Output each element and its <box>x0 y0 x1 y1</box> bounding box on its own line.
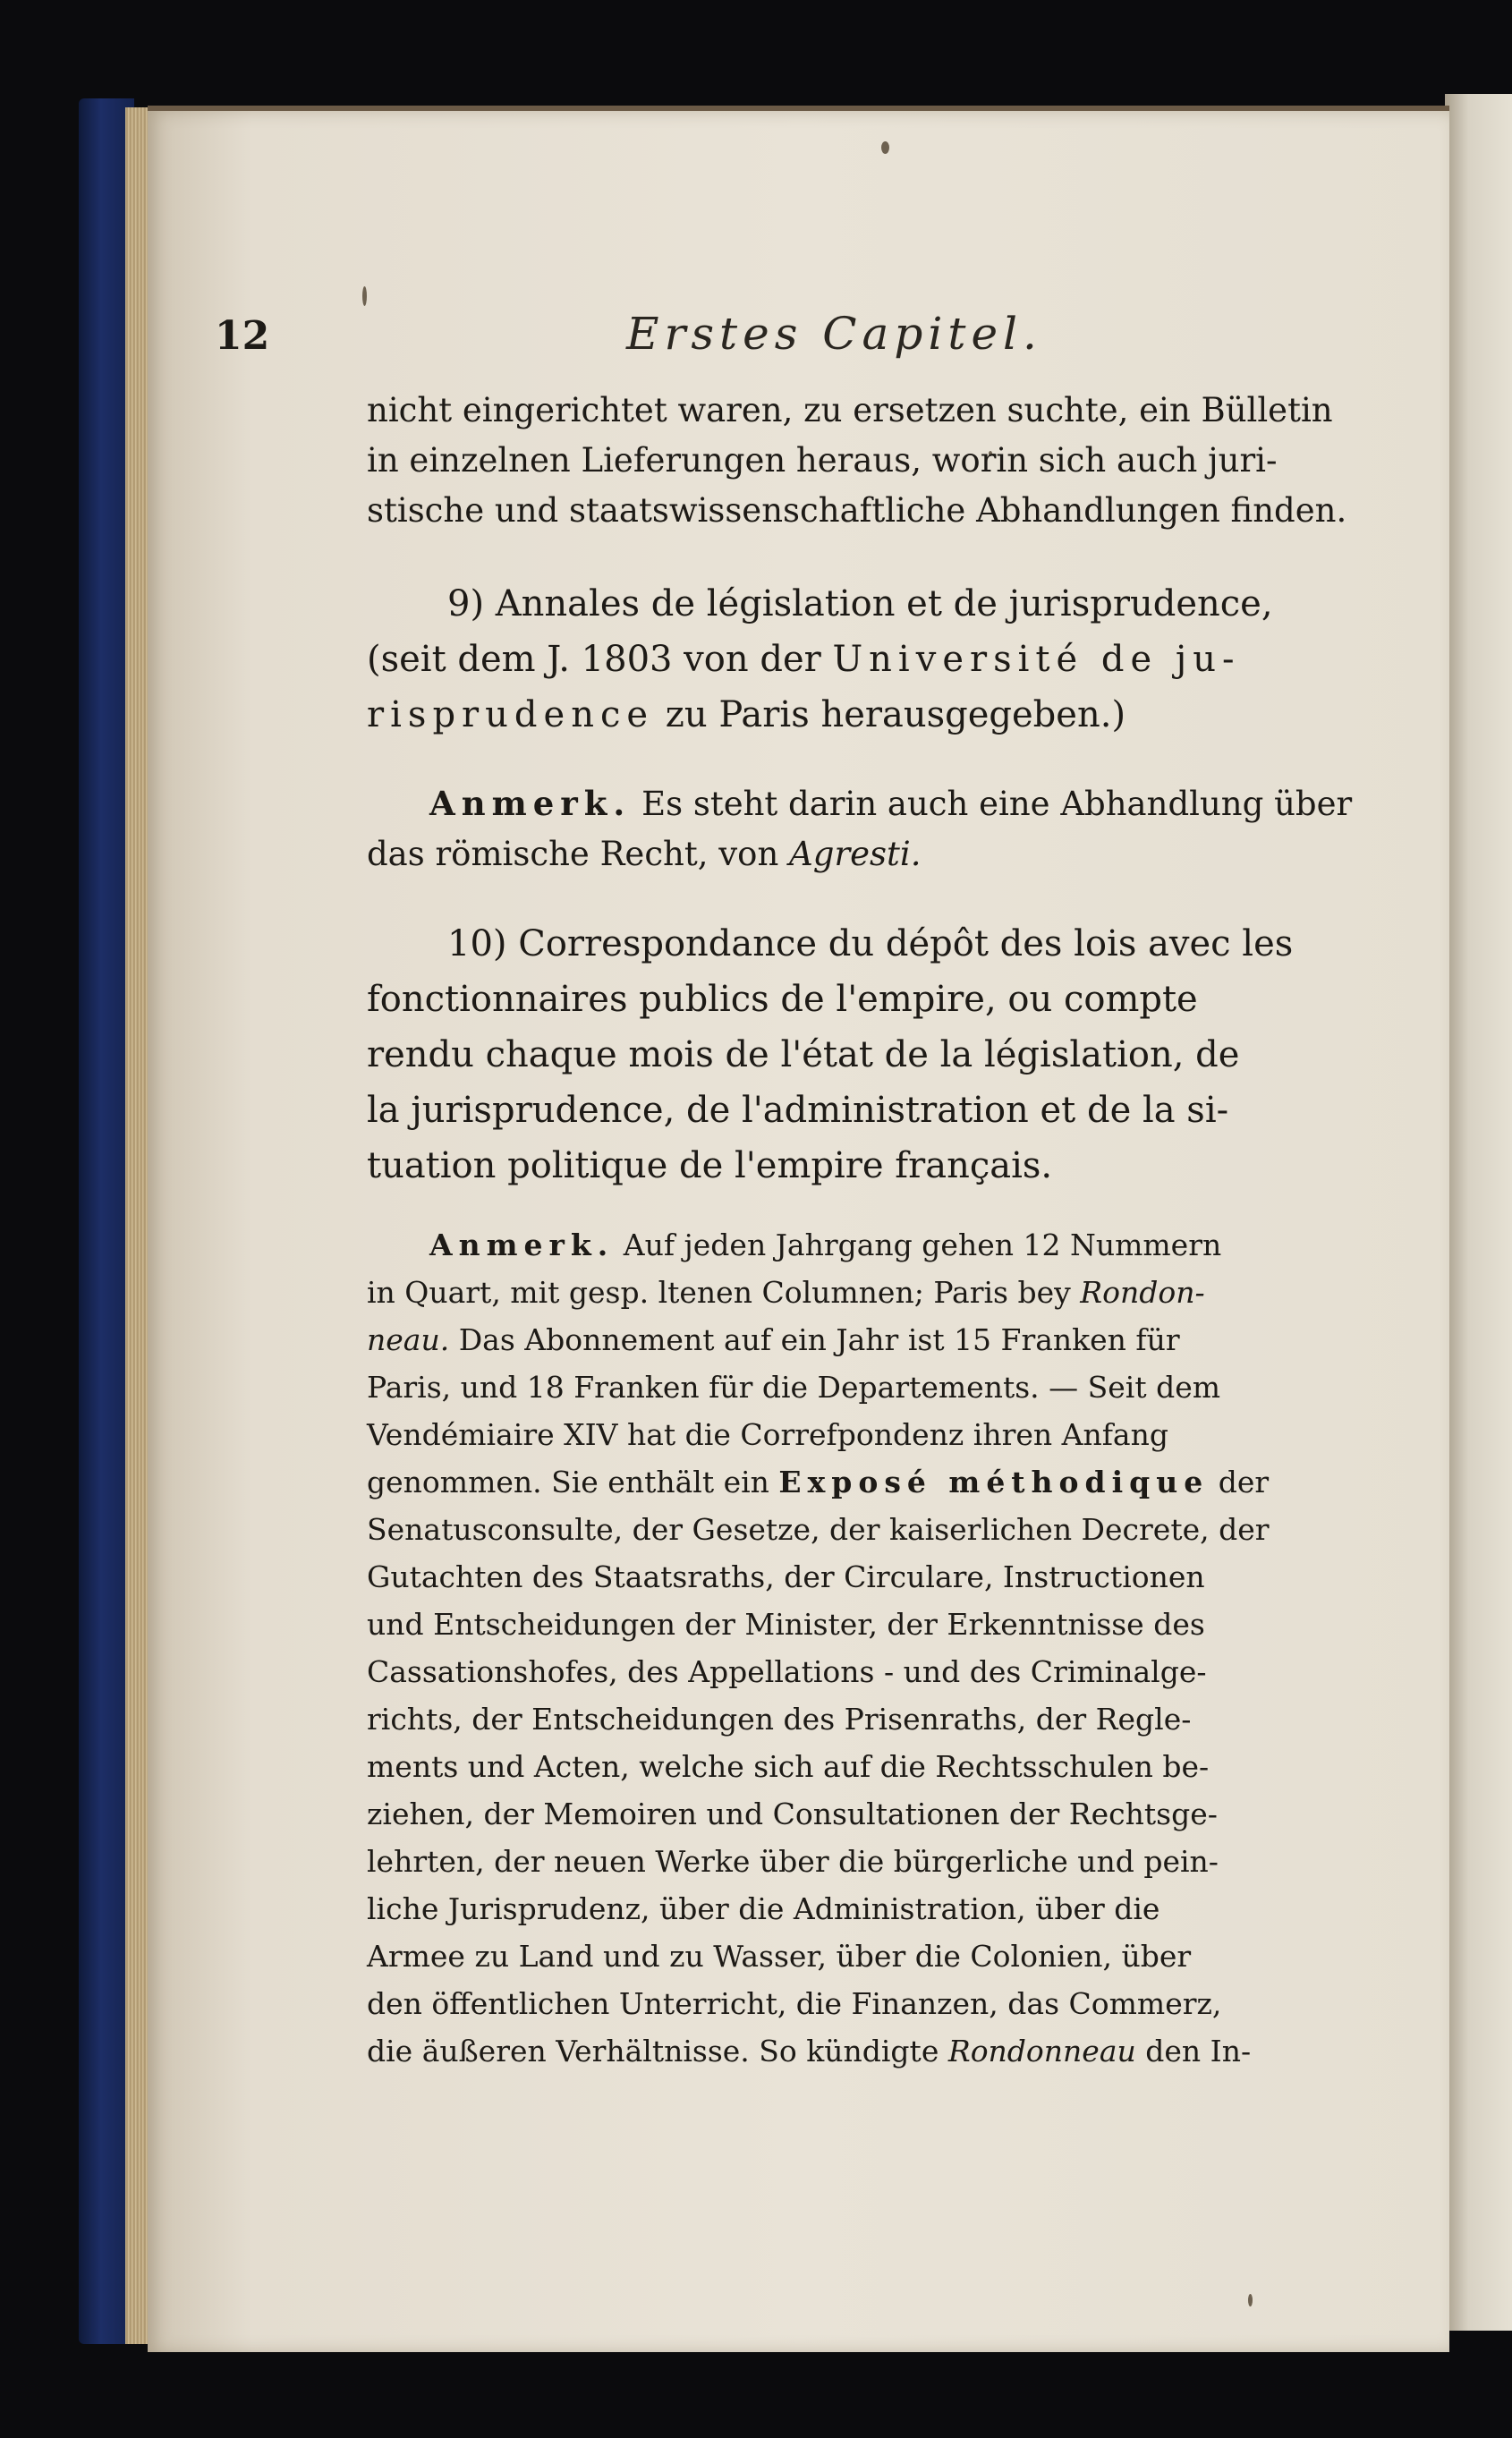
text-span: die äußeren Verhältnisse. So kündigte <box>367 2034 939 2068</box>
text-line: liche Jurisprudenz, über die Administration, über die <box>367 1891 1160 1926</box>
text-line: 9) Annales de législation et de jurisprudence, <box>447 583 1273 624</box>
text-line: Vendémiaire XIV hat die Correfpondenz ihren Anfang <box>367 1417 1168 1452</box>
text-span: zu Paris herausgegeben.) <box>665 694 1126 735</box>
spaced-text: Université de ju- <box>832 639 1241 680</box>
text-span: Auf jeden Jahrgang gehen 12 Nummern <box>623 1227 1222 1262</box>
paper-speck <box>881 141 889 154</box>
text-line: la jurisprudence, de l'administration et de la si- <box>367 1090 1229 1131</box>
text-line <box>367 2036 1251 2066</box>
text-line: fonctionnaires publics de l'empire, ou compte <box>367 979 1198 1020</box>
text-span: in Quart, mit gesp. ltenen Columnen; Paris bey <box>367 1275 1071 1310</box>
text-line <box>429 784 1353 823</box>
text-line <box>367 1275 1205 1310</box>
text-line: Armee zu Land und zu Wasser, über die Colonien, über <box>367 1939 1192 1974</box>
note-label: Anmerk. <box>429 784 632 823</box>
text-line: Cassationshofes, des Appellations - und des Criminalge- <box>367 1654 1207 1689</box>
text-line: nicht eingerichtet waren, zu ersetzen suchte, ein Bülletin <box>367 391 1333 429</box>
text-line <box>367 1322 1180 1357</box>
italic-name: Agresti. <box>789 835 922 873</box>
paper-speck <box>1248 2294 1253 2306</box>
italic-name: Rondon- <box>1080 1275 1205 1310</box>
text-span: Das Abonnement auf ein Jahr ist 15 Franken für <box>458 1322 1180 1357</box>
page-number: 12 <box>215 313 270 359</box>
text-line: 10) Correspondance du dépôt des lois avec les <box>447 923 1294 964</box>
text-span: Es steht darin auch eine Abhandlung über <box>641 785 1353 823</box>
page-header <box>215 308 1315 376</box>
text-line: lehrten, der neuen Werke über die bürgerliche und pein- <box>367 1844 1219 1879</box>
text-line: Senatusconsulte, der Gesetze, der kaiserlichen Decrete, der <box>367 1512 1270 1547</box>
text-line: tuation politique de l'empire français. <box>367 1145 1053 1186</box>
text-line: ments und Acten, welche sich auf die Rechtsschulen be- <box>367 1749 1210 1784</box>
text-line: und Entscheidungen der Minister, der Erkenntnisse des <box>367 1607 1205 1642</box>
note-label: Anmerk. <box>429 1227 615 1262</box>
text-line: ziehen, der Memoiren und Consultationen der Rechtsge- <box>367 1797 1218 1831</box>
text-line <box>367 837 922 871</box>
facing-page-edge <box>1445 94 1512 2331</box>
text-span: das römische Recht, von <box>367 835 779 873</box>
text-span: den In- <box>1145 2034 1252 2068</box>
running-head: Erstes Capitel. <box>626 308 1042 360</box>
text-line <box>367 694 1126 735</box>
text-line: den öffentlichen Unterricht, die Finanzen, das Commerz, <box>367 1986 1222 2021</box>
paper-speck <box>362 286 367 306</box>
text-line <box>367 639 1241 680</box>
italic-name: neau. <box>367 1322 450 1357</box>
text-line <box>429 1227 1222 1262</box>
text-line <box>367 1467 1269 1497</box>
spaced-text: risprudence <box>367 694 655 735</box>
text-line: stische und staatswissenschaftliche Abhandlungen finden. <box>367 491 1347 530</box>
spaced-text: Exposé méthodique <box>778 1465 1210 1499</box>
text-line: rendu chaque mois de l'état de la législation, de <box>367 1034 1240 1075</box>
text-span: genommen. Sie enthält ein <box>367 1465 769 1499</box>
text-span: (seit dem J. 1803 von der <box>367 639 821 680</box>
text-line: in einzelnen Lieferungen heraus, worin sich auch juri- <box>367 441 1278 480</box>
text-line: Paris, und 18 Franken für die Departements. — Seit dem <box>367 1370 1221 1405</box>
text-line: richts, der Entscheidungen des Prisenraths, der Regle- <box>367 1702 1192 1737</box>
italic-name: Rondonneau <box>947 2034 1136 2068</box>
text-span: der <box>1218 1465 1270 1499</box>
text-line: Gutachten des Staatsraths, der Circulare, Instructionen <box>367 1559 1205 1594</box>
